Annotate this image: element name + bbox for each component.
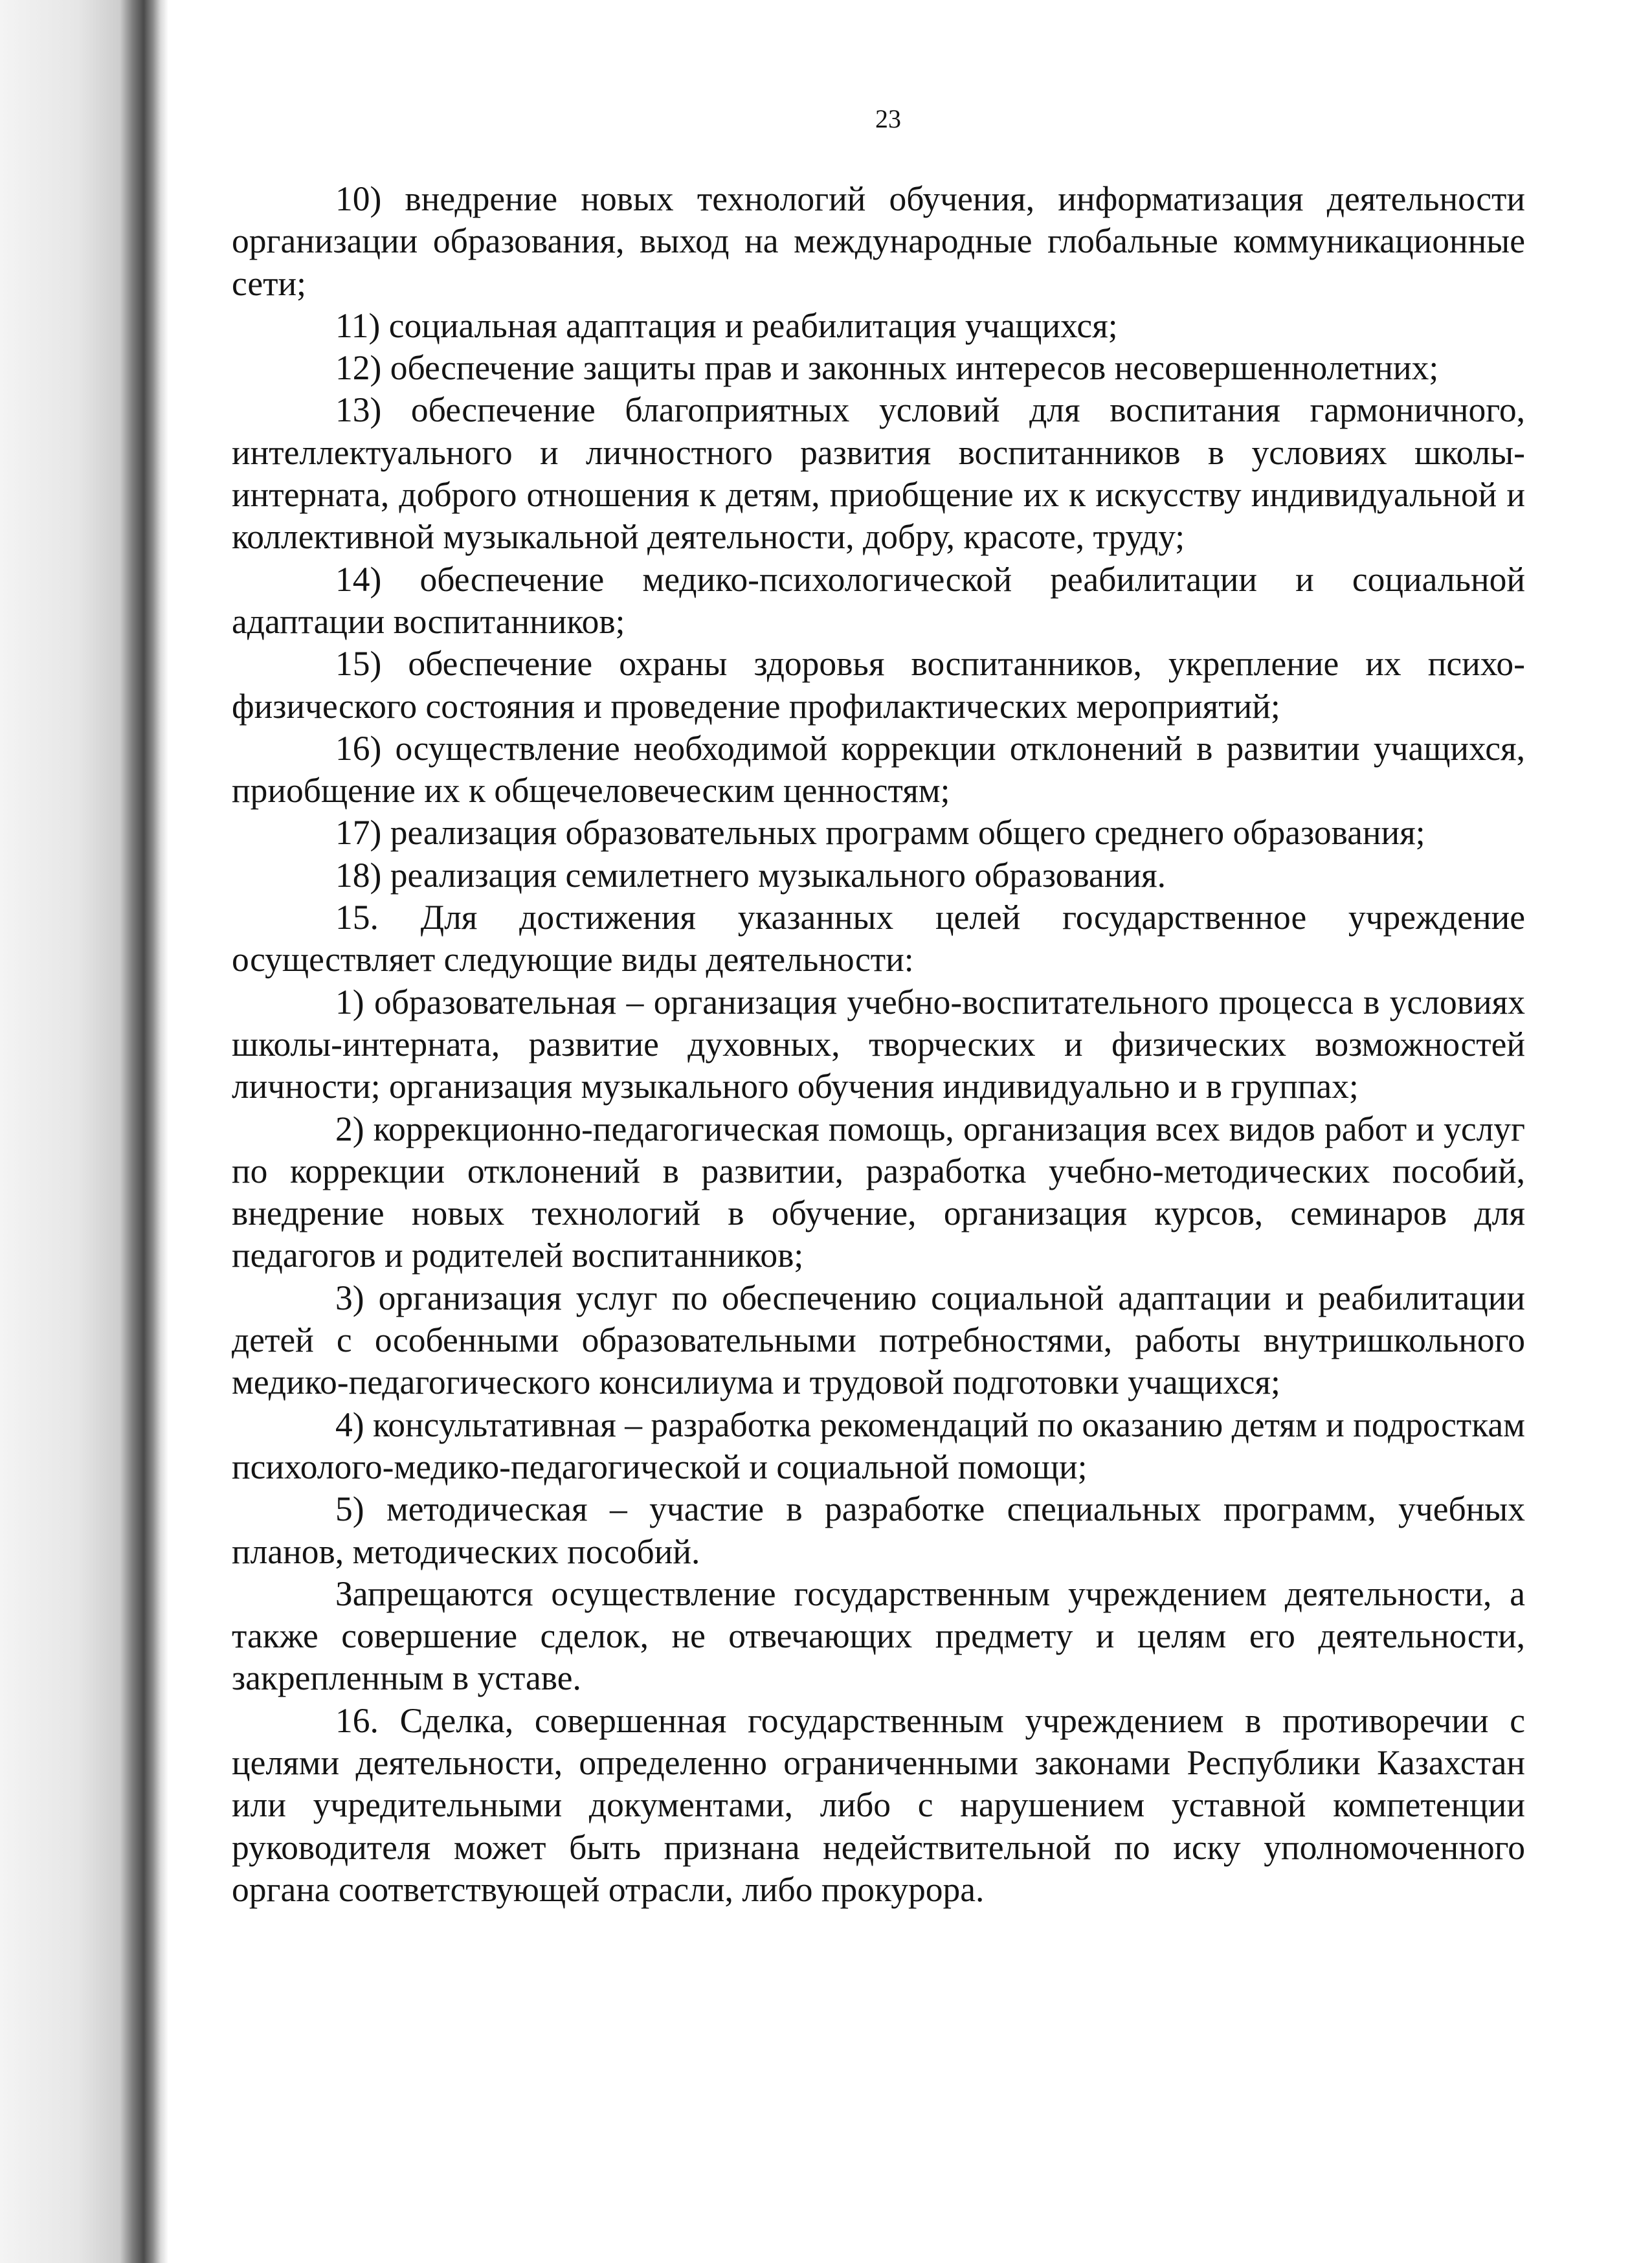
paragraph-activity-2: 2) коррекционно-педагогическая помощь, организация всех видов работ и услуг по коррекции отклонений в развитии, разработка учебно-методических пособий, внедрение новых технологий в обучение, организация курсов, семинаров для педагогов и родителей воспитанников; — [232, 1109, 1525, 1275]
page-number: 23 — [875, 104, 901, 133]
paragraph-activity-3: 3) организация услуг по обеспечению социальной адаптации и реабилитации детей с особенными образовательными потребностями, работы внутришкольного медико-педагогического консилиума и трудовой подготовки учащихся; — [232, 1278, 1525, 1402]
paragraph-item-12: 12) обеспечение защиты прав и законных интересов несовершеннолетних; — [335, 348, 1439, 388]
paragraph-activity-5: 5) методическая – участие в разработке специальных программ, учебных планов, методических пособий. — [232, 1489, 1525, 1571]
paragraph-item-13: 13) обеспечение благоприятных условий для воспитания гармоничного, интеллектуального и личностного развития воспитанников в условиях школы-интерната, доброго отношения к детям, приобщение их к искусству индивидуальной и коллективной музыкальной деятельности, добру, красоте, труду; — [232, 390, 1525, 557]
paragraph-section-16: 16. Сделка, совершенная государственным учреждением в противоречии с целями деятельности, определенно ограниченными законами Республики Казахстан или учредительными документами, либо с нарушением уставной компетенции руководителя может быть признана недействительной по иску уполномоченного органа соответствующей отрасли, либо прокурора. — [232, 1700, 1525, 1909]
paragraph-item-15: 15) обеспечение охраны здоровья воспитанников, укрепление их психо-физического состояния и проведение профилактических мероприятий; — [232, 644, 1525, 726]
paragraph-activity-1: 1) образовательная – организация учебно-воспитательного процесса в условиях школы-интерната, развитие духовных, творческих и физических возможностей личности; организация музыкального обучения индивидуально и в группах; — [232, 982, 1525, 1106]
paragraph-prohibition: Запрещаются осуществление государственным учреждением деятельности, а также совершение сделок, не отвечающих предмету и целям его деятельности, закрепленным в уставе. — [232, 1574, 1525, 1698]
paragraph-activity-4: 4) консультативная – разработка рекомендаций по оказанию детям и подросткам психолого-медико-педагогической и социальной помощи; — [232, 1405, 1525, 1486]
paragraph-item-10: 10) внедрение новых технологий обучения, информатизация деятельности организации образования, выход на международные глобальные коммуникационные сети; — [232, 179, 1525, 303]
paragraph-item-14: 14) обеспечение медико-психологической реабилитации и социальной адаптации воспитанников; — [232, 559, 1525, 641]
paragraph-section-15: 15. Для достижения указанных целей государственное учреждение осуществляет следующие виды деятельности: — [232, 898, 1525, 979]
document-body — [232, 178, 1525, 1911]
paragraph-item-11: 11) социальная адаптация и реабилитация учащихся; — [335, 306, 1118, 345]
paragraph-item-17: 17) реализация образовательных программ общего среднего образования; — [335, 813, 1425, 853]
paragraph-item-16: 16) осуществление необходимой коррекции отклонений в развитии учащихся, приобщение их к общечеловеческим ценностям; — [232, 728, 1525, 810]
scan-binding-shadow — [0, 0, 168, 2263]
paragraph-item-18: 18) реализация семилетнего музыкального образования. — [335, 855, 1166, 895]
